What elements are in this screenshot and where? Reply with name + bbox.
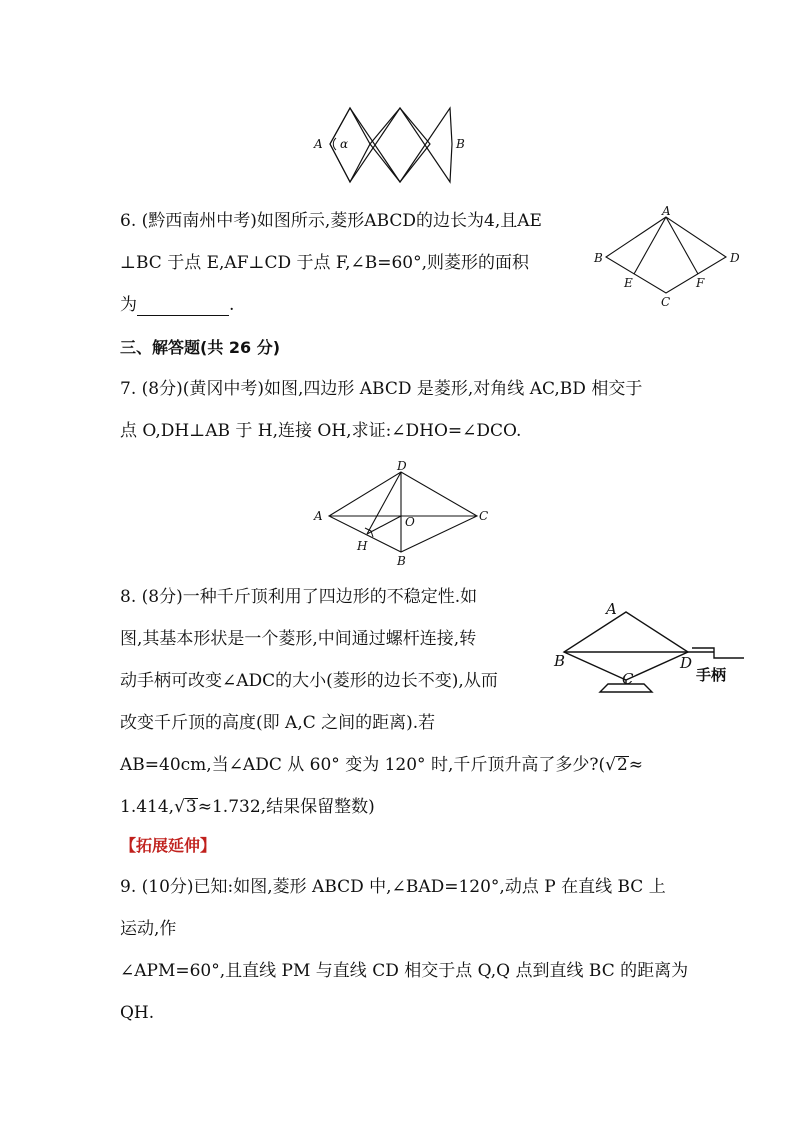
q8-line-6-text: 1.414, (120, 797, 175, 817)
label-B: B (456, 137, 465, 151)
q8-label-A: A (606, 600, 617, 618)
q6-line-3 (120, 294, 234, 316)
q7-line-1: 7. (8分)(黄冈中考)如图,四边形 ABCD 是菱形,对角线 AC,BD 相交于 (120, 379, 643, 399)
q8-line-5-approx: ≈ (628, 755, 644, 775)
q6-label-B: B (594, 251, 603, 265)
rhombus-1 (330, 108, 370, 182)
rhombus-2 (370, 108, 430, 182)
q9-line-3: ∠APM=60°,且直线 PM 与直线 CD 相交于点 Q,Q 点到直线 BC 的距离为 (120, 961, 689, 981)
q8-label-B: B (554, 652, 566, 670)
q8-line-6-rest: ≈1.732,结果保留整数) (197, 797, 375, 817)
rhombus-3 (430, 108, 452, 182)
q7-label-B: B (397, 554, 406, 568)
q7-label-D: D (397, 459, 407, 473)
q7-line-2: 点 O,DH⊥AB 于 H,连接 OH,求证:∠DHO=∠DCO. (120, 421, 522, 441)
label-alpha: α (340, 137, 349, 151)
answer-blank[interactable] (137, 299, 229, 316)
q8-line-1: 8. (8分)一种千斤顶利用了四边形的不稳定性.如 (120, 587, 478, 607)
figure-rhombus-chain (300, 100, 480, 190)
q9-line-2: 运动,作 (120, 919, 177, 939)
q7-label-H: H (357, 539, 368, 553)
q6-line-1: 6. (黔西南州中考)如图所示,菱形ABCD的边长为4,且AE (120, 211, 542, 231)
extension-heading: 【拓展延伸】 (120, 836, 217, 855)
q9-line-4: QH. (120, 1003, 155, 1023)
q9-line-1: 9. (10分)已知:如图,菱形 ABCD 中,∠BAD=120°,动点 P 在直线 BC 上 (120, 877, 666, 897)
q8-line-5 (120, 754, 643, 776)
figure-q7-rhombus (305, 458, 505, 570)
q6-label-D: D (730, 251, 740, 265)
q7-label-A: A (314, 509, 323, 523)
q8-label-D: D (680, 654, 693, 672)
q6-line-2: ⊥BC 于点 E,AF⊥CD 于点 F,∠B=60°,则菱形的面积 (120, 253, 529, 273)
q6-line-3-suffix: . (229, 295, 235, 315)
q6-AE (634, 217, 666, 274)
q7-label-O: O (405, 515, 415, 529)
label-A: A (314, 137, 323, 151)
section-3-heading: 三、解答题(共 26 分) (120, 338, 281, 357)
q8-line-3: 动手柄可改变∠ADC的大小(菱形的边长不变),从而 (120, 671, 498, 691)
sqrt-3: 3 (185, 797, 197, 817)
q6-label-F: F (696, 276, 705, 290)
q8-label-handle: 手柄 (696, 666, 727, 684)
q8-line-4: 改变千斤顶的高度(即 A,C 之间的距离).若 (120, 713, 436, 733)
q8-line-2: 图,其基本形状是一个菱形,中间通过螺杆连接,转 (120, 629, 477, 649)
q6-AF (666, 217, 698, 274)
q6-label-A: A (662, 205, 671, 218)
q6-label-C: C (661, 295, 671, 309)
angle-alpha-arc (333, 138, 336, 150)
q8-label-C: C (622, 670, 634, 688)
figure-q6-rhombus (590, 205, 750, 310)
q8-handle (692, 648, 744, 658)
q6-label-E: E (624, 276, 633, 290)
q7-label-C: C (479, 509, 489, 523)
q8-line-6 (120, 796, 375, 818)
sqrt-symbol: √ (605, 755, 616, 775)
sqrt-symbol: √ (174, 797, 185, 817)
figure-q8-jack (548, 596, 748, 700)
q8-line-5-text: AB=40cm,当∠ADC 从 60° 变为 120° 时,千斤顶升高了多少?( (120, 755, 606, 775)
sqrt-2: 2 (616, 755, 628, 775)
q6-line-3-prefix: 为 (120, 295, 137, 315)
q7-rhombus (329, 472, 477, 552)
